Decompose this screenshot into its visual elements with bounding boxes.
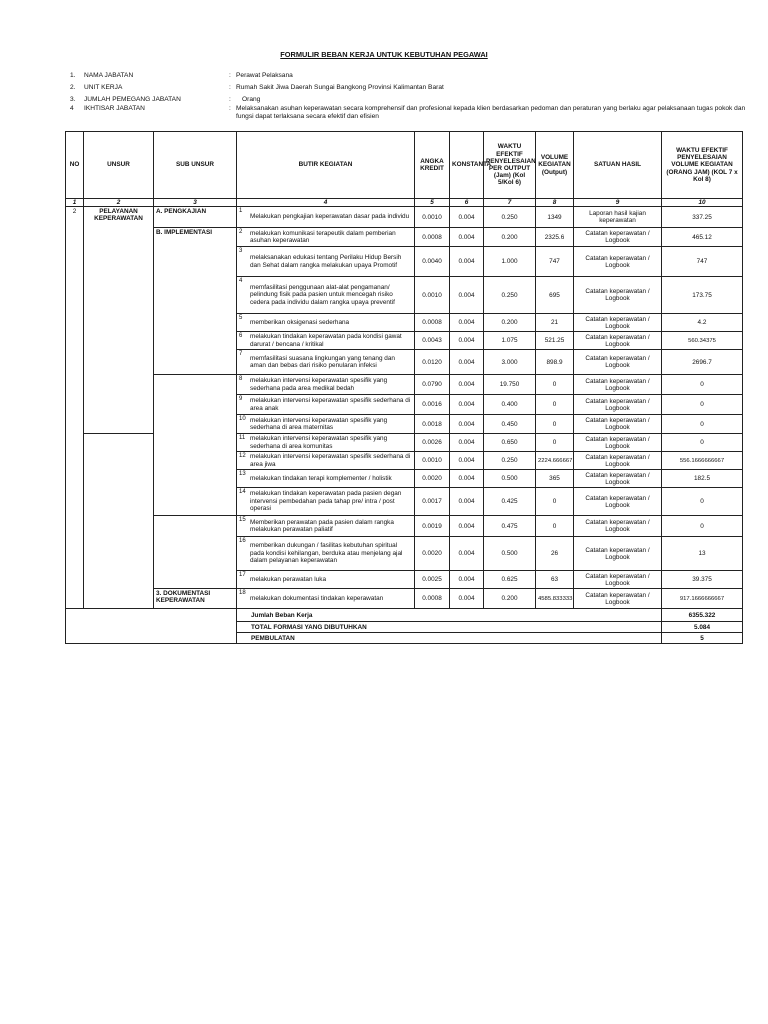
row-number: 2	[66, 207, 84, 228]
satuan-hasil: Catatan keperawatan / Logbook	[574, 228, 662, 247]
summary-value: 6355.322	[662, 609, 743, 622]
table-row	[66, 395, 743, 415]
waktu-efektif: 182.5	[662, 470, 743, 488]
volume: 2325.6	[536, 228, 574, 247]
butir-cell: 11 melakukan intervensi keperawatan spesifik yang sederhana di area komunitas	[237, 434, 415, 452]
waktu-efektif: 0	[662, 488, 743, 516]
angka-kredit: 0.0008	[415, 589, 450, 609]
angka-kredit: 0.0019	[415, 516, 450, 537]
table-row	[66, 415, 743, 434]
konstanta: 0.004	[450, 247, 484, 277]
summary-label: PEMBULATAN	[237, 633, 662, 644]
angka-kredit: 0.0008	[415, 314, 450, 332]
angka-kredit: 0.0008	[415, 228, 450, 247]
satuan-hasil: Catatan keperawatan / Logbook	[574, 434, 662, 452]
table-row	[66, 434, 743, 452]
satuan-hasil: Catatan keperawatan / Logbook	[574, 395, 662, 415]
waktu-penyelesaian: 3.000	[484, 350, 536, 375]
butir-cell: 15 Memberikan perawatan pada pasien dalam rangka melakukan perawatan paliatif	[237, 516, 415, 537]
waktu-efektif: 560.34375	[662, 332, 743, 350]
waktu-efektif: 173.75	[662, 277, 743, 314]
waktu-efektif: 39.375	[662, 571, 743, 589]
volume: 0	[536, 415, 574, 434]
waktu-penyelesaian: 0.250	[484, 207, 536, 228]
table-row	[66, 470, 743, 488]
col-header-unsur: UNSUR	[84, 132, 154, 199]
waktu-efektif: 2696.7	[662, 350, 743, 375]
angka-kredit: 0.0040	[415, 247, 450, 277]
summary-value: 5	[662, 633, 743, 644]
column-index-row	[66, 199, 743, 207]
butir-cell: 8 melakukan intervensi keperawatan spesifik yang sederhana pada area medikal bedah	[237, 375, 415, 395]
table-row	[66, 228, 743, 247]
konstanta: 0.004	[450, 375, 484, 395]
col-index: 10	[662, 199, 743, 207]
konstanta: 0.004	[450, 395, 484, 415]
header-value: Melaksanakan asuhan keperawatan secara komprehensif dan profesional kepada klien berdasarkan pedoman dan peraturan yang berlaku agar pelaksanaan tugas pokok dan fungsi dapat terlaksana secara efektif dan efisien	[236, 105, 746, 120]
waktu-efektif: 4.2	[662, 314, 743, 332]
waktu-penyelesaian: 0.250	[484, 452, 536, 470]
volume: 521.25	[536, 332, 574, 350]
butir-cell: 12 melakukan intervensi keperawatan spesifik sederhana di area jiwa	[237, 452, 415, 470]
waktu-penyelesaian: 1.000	[484, 247, 536, 277]
konstanta: 0.004	[450, 434, 484, 452]
col-header-volume: VOLUME KEGIATAN (Output)	[536, 132, 574, 199]
col-index: 5	[415, 199, 450, 207]
angka-kredit: 0.0017	[415, 488, 450, 516]
butir-cell: 9 melakukan intervensi keperawatan spesifik sederhana di area anak	[237, 395, 415, 415]
summary-label: Jumlah Beban Kerja	[237, 609, 662, 622]
butir-cell: 4 memfasilitasi penggunaan alat-alat pengamanan/ pelindung fisik pada pasien untuk mencegah risiko cedera pada individu dalam rangka upaya preventif	[237, 277, 415, 314]
table-row	[66, 571, 743, 589]
col-index: 4	[237, 199, 415, 207]
summary-label: TOTAL FORMASI YANG DIBUTUHKAN	[237, 622, 662, 633]
volume: 26	[536, 537, 574, 571]
col-header-waktu-efektif: WAKTU EFEKTIF PENYELESAIAN VOLUME KEGIATAN (ORANG JAM) (KOL 7 x Kol 8)	[662, 132, 743, 199]
table-row	[66, 537, 743, 571]
col-header-butir: BUTIR KEGIATAN	[237, 132, 415, 199]
summary-row-jumlah	[66, 609, 743, 622]
angka-kredit: 0.0020	[415, 537, 450, 571]
volume: 2224.666667	[536, 452, 574, 470]
waktu-penyelesaian: 19.750	[484, 375, 536, 395]
col-index: 8	[536, 199, 574, 207]
sub-unsur-implementasi: B. IMPLEMENTASI	[154, 228, 237, 247]
unsur-cell: PELAYANAN KEPERAWATAN	[84, 207, 154, 228]
waktu-penyelesaian: 0.400	[484, 395, 536, 415]
volume: 0	[536, 395, 574, 415]
konstanta: 0.004	[450, 277, 484, 314]
table-row	[66, 332, 743, 350]
volume: 0	[536, 516, 574, 537]
satuan-hasil: Catatan keperawatan / Logbook	[574, 415, 662, 434]
table-header-row	[66, 132, 743, 199]
butir-cell: 5 memberikan oksigenasi sederhana	[237, 314, 415, 332]
satuan-hasil: Catatan keperawatan / Logbook	[574, 314, 662, 332]
waktu-efektif: 917.1666666667	[662, 589, 743, 609]
angka-kredit: 0.0018	[415, 415, 450, 434]
konstanta: 0.004	[450, 589, 484, 609]
waktu-efektif: 13	[662, 537, 743, 571]
konstanta: 0.004	[450, 488, 484, 516]
konstanta: 0.004	[450, 207, 484, 228]
butir-cell: 17 melakukan perawatan luka	[237, 571, 415, 589]
angka-kredit: 0.0120	[415, 350, 450, 375]
volume: 0	[536, 434, 574, 452]
col-header-no: NO	[66, 132, 84, 199]
waktu-penyelesaian: 0.475	[484, 516, 536, 537]
header-value: Orang	[242, 96, 261, 103]
col-index: 1	[66, 199, 84, 207]
konstanta: 0.004	[450, 228, 484, 247]
konstanta: 0.004	[450, 516, 484, 537]
waktu-efektif: 465.12	[662, 228, 743, 247]
konstanta: 0.004	[450, 314, 484, 332]
satuan-hasil: Catatan keperawatan / Logbook	[574, 488, 662, 516]
angka-kredit: 0.0026	[415, 434, 450, 452]
konstanta: 0.004	[450, 571, 484, 589]
workload-table	[65, 131, 743, 644]
table-row	[66, 207, 743, 228]
satuan-hasil: Catatan keperawatan / Logbook	[574, 571, 662, 589]
waktu-penyelesaian: 0.500	[484, 470, 536, 488]
col-header-waktu: WAKTU EFEKTIF PENYELESAIAN PER OUTPUT (Jam) (Kol 5/Kol 6)	[484, 132, 536, 199]
angka-kredit: 0.0025	[415, 571, 450, 589]
header-value: Rumah Sakit Jiwa Daerah Sungai Bangkong Provinsi Kalimantan Barat	[236, 84, 444, 91]
waktu-penyelesaian: 0.200	[484, 228, 536, 247]
sub-unsur-dokumentasi: 3. DOKUMENTASI KEPERAWATAN	[154, 589, 237, 609]
butir-cell: 14 melakukan tindakan keperawatan pada pasien degan intervensi pembedahan pada tahap pre/ intra / post operasi	[237, 488, 415, 516]
waktu-penyelesaian: 0.650	[484, 434, 536, 452]
volume: 1349	[536, 207, 574, 228]
volume: 695	[536, 277, 574, 314]
butir-cell: 2 melakukan komunikasi terapeutik dalam pemberian asuhan keperawatan	[237, 228, 415, 247]
waktu-penyelesaian: 0.250	[484, 277, 536, 314]
angka-kredit: 0.0790	[415, 375, 450, 395]
satuan-hasil: Laporan hasil kajian keperawatan	[574, 207, 662, 228]
waktu-efektif: 337.25	[662, 207, 743, 228]
butir-cell: 13 melakukan tindakan terapi komplementer / holistik	[237, 470, 415, 488]
table-row	[66, 452, 743, 470]
summary-value: 5.084	[662, 622, 743, 633]
table-row	[66, 314, 743, 332]
table-row	[66, 589, 743, 609]
col-header-angka: ANGKA KREDIT	[415, 132, 450, 199]
angka-kredit: 0.0010	[415, 207, 450, 228]
col-index: 3	[154, 199, 237, 207]
col-header-satuan: SATUAN HASIL	[574, 132, 662, 199]
konstanta: 0.004	[450, 452, 484, 470]
summary-row-formasi	[66, 622, 743, 633]
satuan-hasil: Catatan keperawatan / Logbook	[574, 350, 662, 375]
waktu-efektif: 0	[662, 434, 743, 452]
volume: 63	[536, 571, 574, 589]
waktu-penyelesaian: 0.500	[484, 537, 536, 571]
waktu-efektif: 0	[662, 395, 743, 415]
col-index: 6	[450, 199, 484, 207]
col-index: 9	[574, 199, 662, 207]
konstanta: 0.004	[450, 415, 484, 434]
konstanta: 0.004	[450, 350, 484, 375]
sub-unsur-pengkajian: A. PENGKAJIAN	[154, 207, 237, 228]
satuan-hasil: Catatan keperawatan / Logbook	[574, 537, 662, 571]
volume: 21	[536, 314, 574, 332]
angka-kredit: 0.0010	[415, 277, 450, 314]
satuan-hasil: Catatan keperawatan / Logbook	[574, 516, 662, 537]
angka-kredit: 0.0010	[415, 452, 450, 470]
table-row	[66, 488, 743, 516]
summary-row-pembulatan	[66, 633, 743, 644]
col-index: 7	[484, 199, 536, 207]
waktu-efektif: 747	[662, 247, 743, 277]
satuan-hasil: Catatan keperawatan / Logbook	[574, 470, 662, 488]
volume: 898.9	[536, 350, 574, 375]
volume: 0	[536, 488, 574, 516]
angka-kredit: 0.0020	[415, 470, 450, 488]
volume: 747	[536, 247, 574, 277]
col-header-sub-unsur: SUB UNSUR	[154, 132, 237, 199]
col-index: 2	[84, 199, 154, 207]
waktu-penyelesaian: 1.075	[484, 332, 536, 350]
waktu-penyelesaian: 0.200	[484, 589, 536, 609]
konstanta: 0.004	[450, 470, 484, 488]
waktu-penyelesaian: 0.450	[484, 415, 536, 434]
form-title: FORMULIR BEBAN KERJA UNTUK KEBUTUHAN PEGAWAI	[280, 50, 488, 59]
satuan-hasil: Catatan keperawatan / Logbook	[574, 452, 662, 470]
satuan-hasil: Catatan keperawatan / Logbook	[574, 375, 662, 395]
waktu-efektif: 0	[662, 375, 743, 395]
satuan-hasil: Catatan keperawatan / Logbook	[574, 589, 662, 609]
volume: 0	[536, 375, 574, 395]
table-row	[66, 350, 743, 375]
table-row	[66, 277, 743, 314]
satuan-hasil: Catatan keperawatan / Logbook	[574, 332, 662, 350]
waktu-efektif: 0	[662, 415, 743, 434]
butir-cell: 10 melakukan intervensi keperawatan spesifik yang sederhana di area maternitas	[237, 415, 415, 434]
waktu-penyelesaian: 0.425	[484, 488, 536, 516]
butir-cell: 18 melakukan dokumentasi tindakan keperawatan	[237, 589, 415, 609]
angka-kredit: 0.0016	[415, 395, 450, 415]
butir-cell: 6 melakukan tindakan keperawatan pada kondisi gawat darurat / bencana / kritikal	[237, 332, 415, 350]
waktu-penyelesaian: 0.625	[484, 571, 536, 589]
satuan-hasil: Catatan keperawatan / Logbook	[574, 277, 662, 314]
angka-kredit: 0.0043	[415, 332, 450, 350]
table-row	[66, 375, 743, 395]
volume: 4585.833333	[536, 589, 574, 609]
konstanta: 0.004	[450, 537, 484, 571]
table-row	[66, 516, 743, 537]
table-row	[66, 247, 743, 277]
butir-cell: 3 melaksanakan edukasi tentang Perilaku Hidup Bersih dan Sehat dalam rangka melakukan upaya Promotif	[237, 247, 415, 277]
waktu-efektif: 556.1666666667	[662, 452, 743, 470]
konstanta: 0.004	[450, 332, 484, 350]
col-header-konstanta: KONSTANTA	[450, 132, 484, 199]
volume: 365	[536, 470, 574, 488]
waktu-penyelesaian: 0.200	[484, 314, 536, 332]
butir-cell: 16 memberikan dukungan / fasilitas kebutuhan spiritual pada kondisi kehilangan, berduka atau menjelang ajal dalam pelayanan keperawatan	[237, 537, 415, 571]
butir-cell: 7 memfasilitasi suasana lingkungan yang tenang dan aman dan bebas dari risiko penularan infeksi	[237, 350, 415, 375]
header-value: Perawat Pelaksana	[236, 72, 293, 79]
waktu-efektif: 0	[662, 516, 743, 537]
butir-cell: 1 Melakukan pengkajian keperawatan dasar pada individu	[237, 207, 415, 228]
satuan-hasil: Catatan keperawatan / Logbook	[574, 247, 662, 277]
